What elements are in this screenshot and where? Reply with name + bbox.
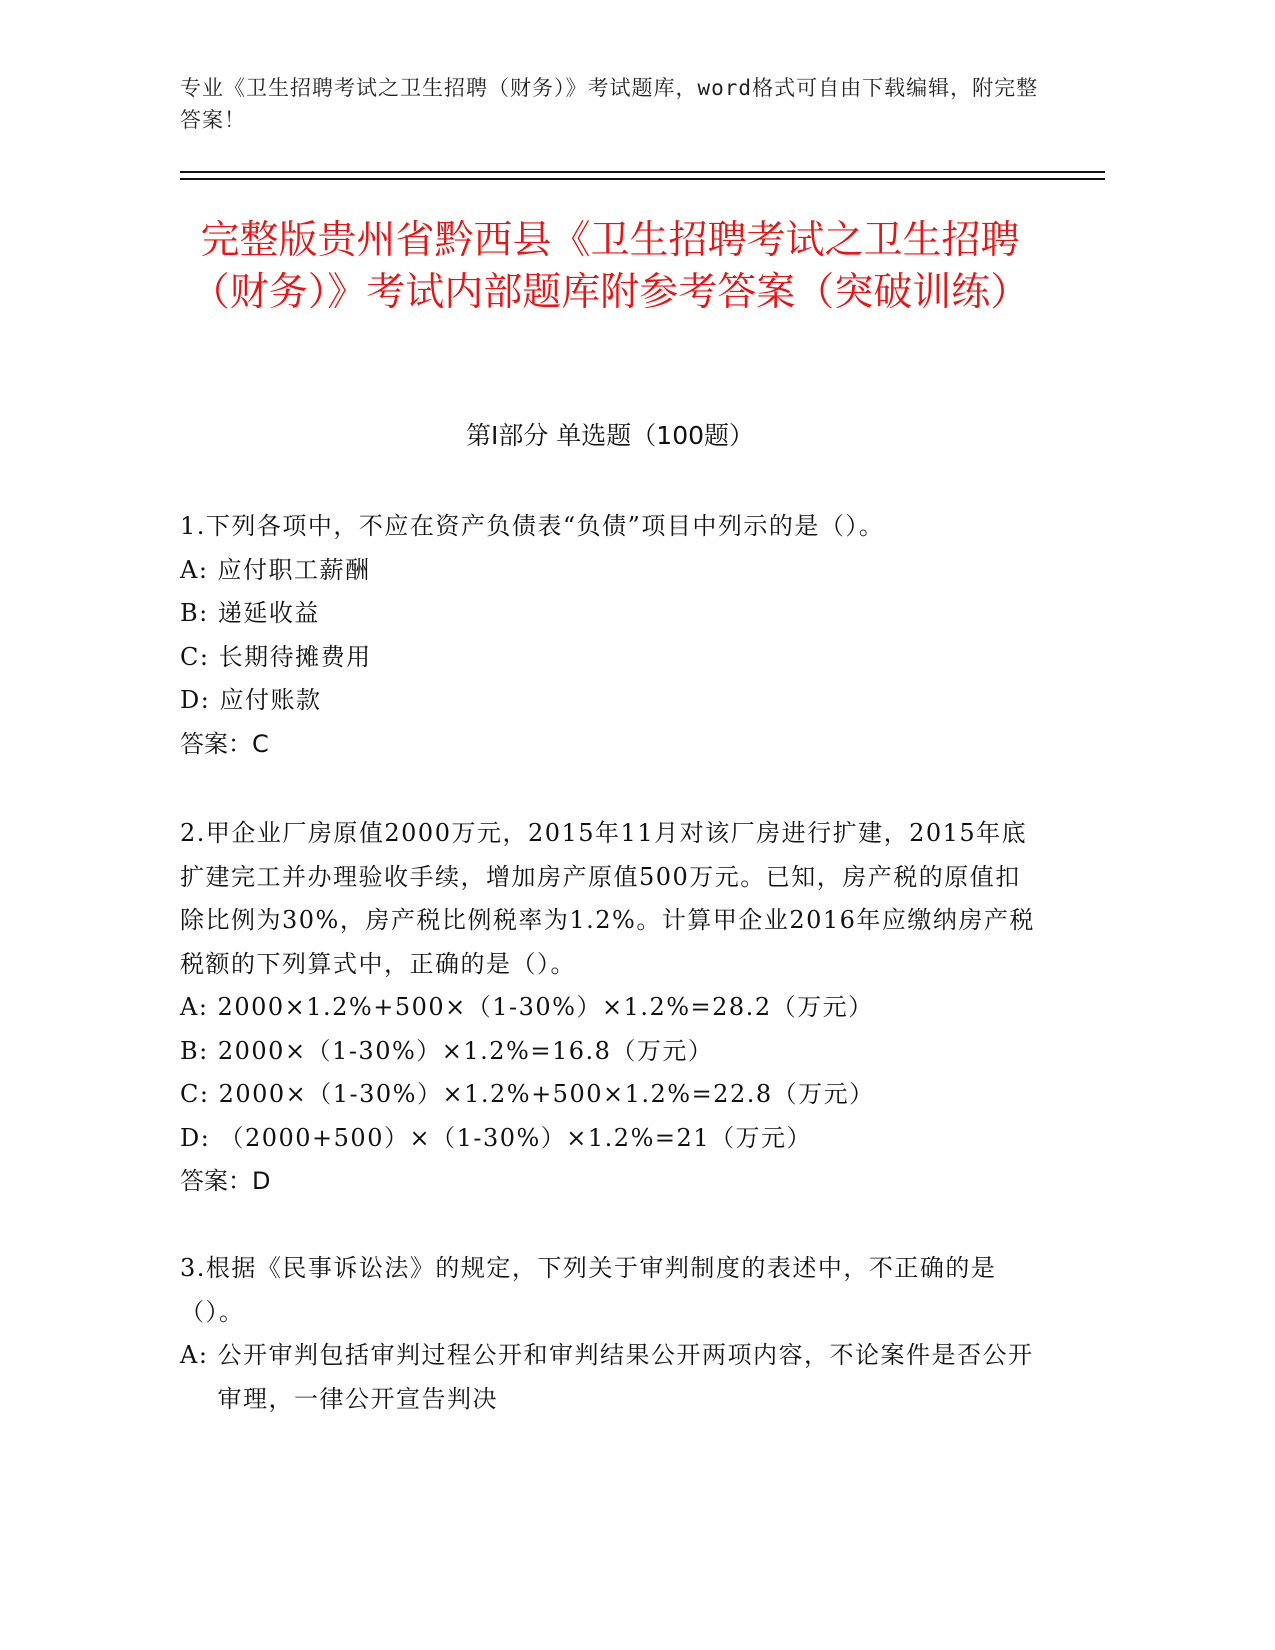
option-text: 公开审判包括审判过程公开和审判结果公开两项内容，不论案件是否公开审理，一律公开宣告判决 xyxy=(217,1341,1034,1413)
option-b xyxy=(180,592,1040,636)
option-label: D: xyxy=(180,686,220,714)
option-a xyxy=(180,986,1040,1030)
question-2 xyxy=(180,812,1040,1204)
question-stem: 3.根据《民事诉讼法》的规定，下列关于审判制度的表述中，不正确的是（）。 xyxy=(180,1254,997,1326)
option-text: 2000×（1-30%）×1.2%=16.8（万元） xyxy=(217,1036,714,1065)
question-stem: 2.甲企业厂房原值2000万元，2015年11月对该厂房进行扩建，2015年底扩建完工并办理验收手续，增加房产原值500万元。已知，房产税的原值扣除比例为30%，房产税比例税率为1.2%。计算甲企业2016年应缴纳房产税税额的下列算式中，正确的是（）。 xyxy=(180,819,1035,978)
option-label: A: xyxy=(180,993,218,1021)
section-heading: 第Ⅰ部分 单选题（100题） xyxy=(465,421,755,450)
option-a xyxy=(180,1334,1040,1421)
option-c xyxy=(180,636,1040,680)
question-3 xyxy=(180,1247,1040,1421)
option-text: 应付账款 xyxy=(219,686,322,714)
option-label: A: xyxy=(180,555,218,584)
option-text: 2000×（1-30%）×1.2%+500×1.2%=22.8（万元） xyxy=(218,1080,875,1108)
option-label: D: xyxy=(180,1123,220,1152)
option-a xyxy=(180,549,1040,593)
option-b xyxy=(180,1030,1040,1074)
question-stem: 1.下列各项中，不应在资产负债表“负债”项目中列示的是（）。 xyxy=(180,512,885,540)
option-text: 长期待摊费用 xyxy=(218,642,372,671)
answer-line: 答案：D xyxy=(180,1167,271,1195)
header-note: 专业《卫生招聘考试之卫生招聘（财务）》考试题库，word格式可自由下载编辑，附完整答案！ xyxy=(180,76,1039,132)
option-text: 2000×1.2%+500×（1-30%）×1.2%=28.2（万元） xyxy=(217,993,874,1021)
answer-line: 答案：C xyxy=(180,729,269,758)
option-text: （2000+500）×（1-30%）×1.2%=21（万元） xyxy=(219,1123,813,1152)
option-label: B: xyxy=(180,1036,218,1065)
option-d xyxy=(180,1117,1040,1161)
option-label: C: xyxy=(180,642,219,671)
question-1 xyxy=(180,505,1040,766)
option-c xyxy=(180,1073,1040,1117)
option-label: A: xyxy=(180,1341,218,1369)
option-label: B: xyxy=(180,599,218,627)
document-title: 完整版贵州省黔西县《卫生招聘考试之卫生招聘（财务）》考试内部题库附参考答案（突破训练） xyxy=(190,218,1030,315)
option-label: C: xyxy=(180,1080,219,1108)
option-d xyxy=(180,679,1040,723)
option-text: 应付职工薪酬 xyxy=(217,555,371,584)
header-divider-top xyxy=(180,171,1105,173)
header-divider-bottom xyxy=(180,178,1105,180)
option-text: 递延收益 xyxy=(217,599,320,627)
